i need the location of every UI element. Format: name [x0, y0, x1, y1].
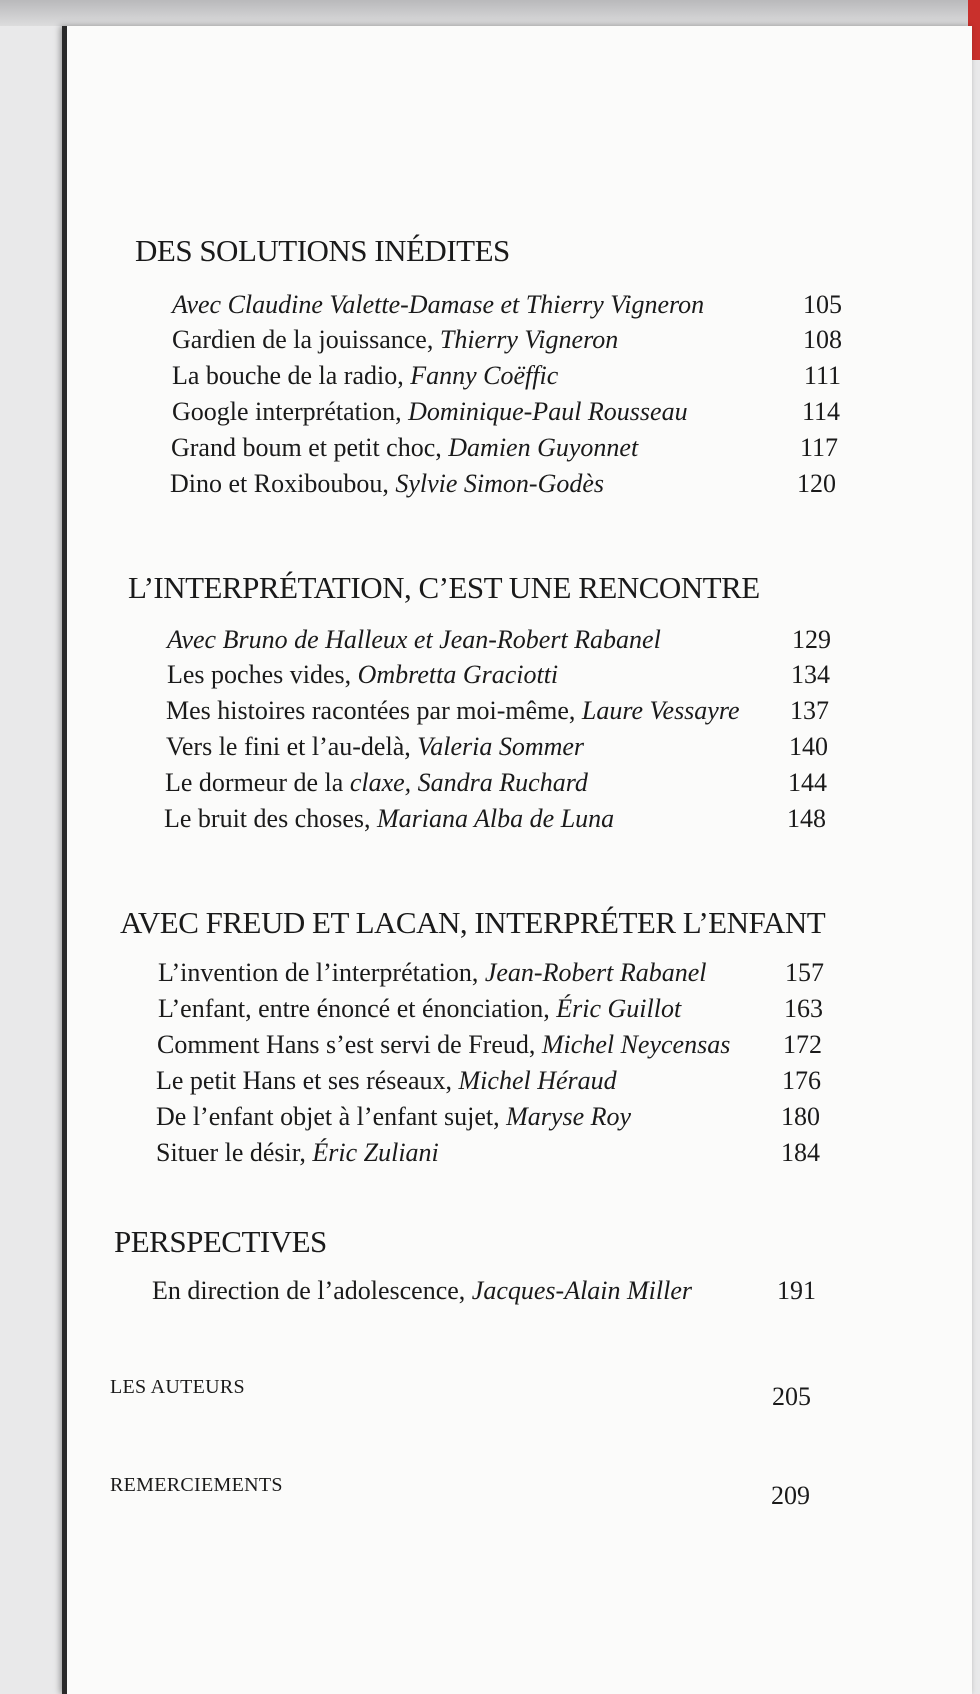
toc-entry: [166, 732, 828, 762]
entry-intro: Avec Claudine Valette-Damase et Thierry Vigneron: [172, 290, 705, 319]
toc-entry: [167, 660, 830, 690]
page-top-shadow: [0, 0, 980, 26]
entry-page: 134: [791, 660, 830, 689]
section-title: L’INTERPRÉTATION, C’EST UNE RENCONTRE: [128, 570, 760, 605]
section-title: PERSPECTIVES: [114, 1224, 327, 1259]
entry-author: Jean-Robert Rabanel: [484, 958, 707, 987]
toc-entry: [167, 625, 831, 655]
entry-page: 117: [799, 433, 838, 462]
entry-title: L’invention de l’interprétation,: [158, 958, 485, 987]
toc-entry: [157, 1030, 822, 1060]
entry-author: Jacques-Alain Miller: [471, 1276, 693, 1305]
acknowledgements-page: 209: [771, 1481, 810, 1510]
entry-title: Mes histoires racontées par moi-même,: [166, 696, 582, 725]
entry-page: 120: [797, 469, 836, 498]
acknowledgements-heading: REMERCIEMENTS: [110, 1474, 283, 1496]
entry-author: , Sandra Ruchard: [404, 768, 588, 797]
entry-page: 140: [789, 732, 828, 761]
entry-page: 191: [777, 1276, 816, 1305]
entry-author: Thierry Vigneron: [439, 325, 619, 354]
entry-page: 176: [782, 1066, 821, 1095]
entry-intro: Avec Bruno de Halleux et Jean-Robert Rabanel: [167, 625, 661, 654]
entry-author: Michel Neycensas: [541, 1030, 731, 1059]
entry-title: Gardien de la jouissance,: [172, 325, 440, 354]
entry-page: 172: [783, 1030, 822, 1059]
entry-title: En direction de l’adolescence,: [152, 1276, 472, 1305]
entry-page: 108: [803, 325, 842, 354]
toc-entry: [171, 433, 838, 463]
entry-title: Grand boum et petit choc,: [171, 433, 449, 462]
entry-title: Situer le désir,: [156, 1138, 313, 1167]
entry-author: Dominique-Paul Rousseau: [408, 397, 688, 426]
toc-entry: [172, 397, 840, 427]
toc-entry: [156, 1066, 821, 1096]
entry-title: Dino et Roxiboubou,: [170, 469, 396, 498]
entry-author: Ombretta Graciotti: [357, 660, 559, 689]
entry-page: 157: [785, 958, 824, 987]
entry-author: Mariana Alba de Luna: [377, 804, 615, 833]
entry-author: Sylvie Simon-Godès: [395, 469, 605, 498]
toc-entry: [172, 361, 841, 391]
authors-heading: LES AUTEURS: [110, 1376, 245, 1398]
entry-author: Valeria Sommer: [417, 732, 585, 761]
entry-author: Éric Zuliani: [312, 1138, 439, 1167]
toc-entry: [158, 994, 823, 1024]
entry-title: Les poches vides,: [167, 660, 358, 689]
toc-entry: [164, 804, 826, 834]
entry-title: Le dormeur de la: [165, 768, 350, 797]
entry-page: 180: [781, 1102, 820, 1131]
toc-entry: [165, 768, 827, 798]
entry-title: Le petit Hans et ses réseaux,: [156, 1066, 459, 1095]
entry-title: Le bruit des choses,: [164, 804, 378, 833]
toc-entry: [156, 1138, 820, 1168]
entry-title: Google interprétation,: [172, 397, 409, 426]
toc-entry: [166, 696, 829, 726]
entry-author: Éric Guillot: [556, 994, 682, 1023]
entry-page: 148: [787, 804, 826, 833]
entry-title-italic: claxe: [349, 768, 405, 797]
entry-title: Vers le fini et l’au-delà,: [166, 732, 418, 761]
entry-author: Damien Guyonnet: [448, 433, 639, 462]
entry-page: 129: [792, 625, 831, 654]
entry-page: 114: [801, 397, 840, 426]
entry-title: De l’enfant objet à l’enfant sujet,: [156, 1102, 507, 1131]
entry-author: Maryse Roy: [506, 1102, 632, 1131]
toc-entry: [152, 1276, 816, 1306]
book-page: [62, 26, 972, 1694]
entry-author: Fanny Coëffic: [410, 361, 559, 390]
section-title: DES SOLUTIONS INÉDITES: [135, 233, 510, 268]
entry-page: 111: [803, 361, 841, 390]
entry-page: 144: [788, 768, 827, 797]
entry-page: 137: [790, 696, 829, 725]
toc-entry: [172, 325, 842, 355]
section-title: AVEC FREUD ET LACAN, INTERPRÉTER L’ENFANT: [120, 905, 826, 940]
toc-entry: [158, 958, 824, 988]
entry-title: Comment Hans s’est servi de Freud,: [157, 1030, 542, 1059]
toc-entry: [156, 1102, 820, 1132]
authors-page: 205: [772, 1382, 811, 1411]
entry-author: Laure Vessayre: [581, 696, 740, 725]
toc-entry: [172, 290, 842, 320]
entry-title: L’enfant, entre énoncé et énonciation,: [158, 994, 557, 1023]
entry-page: 105: [803, 290, 842, 319]
entry-author: Michel Héraud: [458, 1066, 617, 1095]
entry-page: 163: [784, 994, 823, 1023]
toc-entry: [170, 469, 836, 499]
entry-title: La bouche de la radio,: [172, 361, 411, 390]
entry-page: 184: [781, 1138, 820, 1167]
